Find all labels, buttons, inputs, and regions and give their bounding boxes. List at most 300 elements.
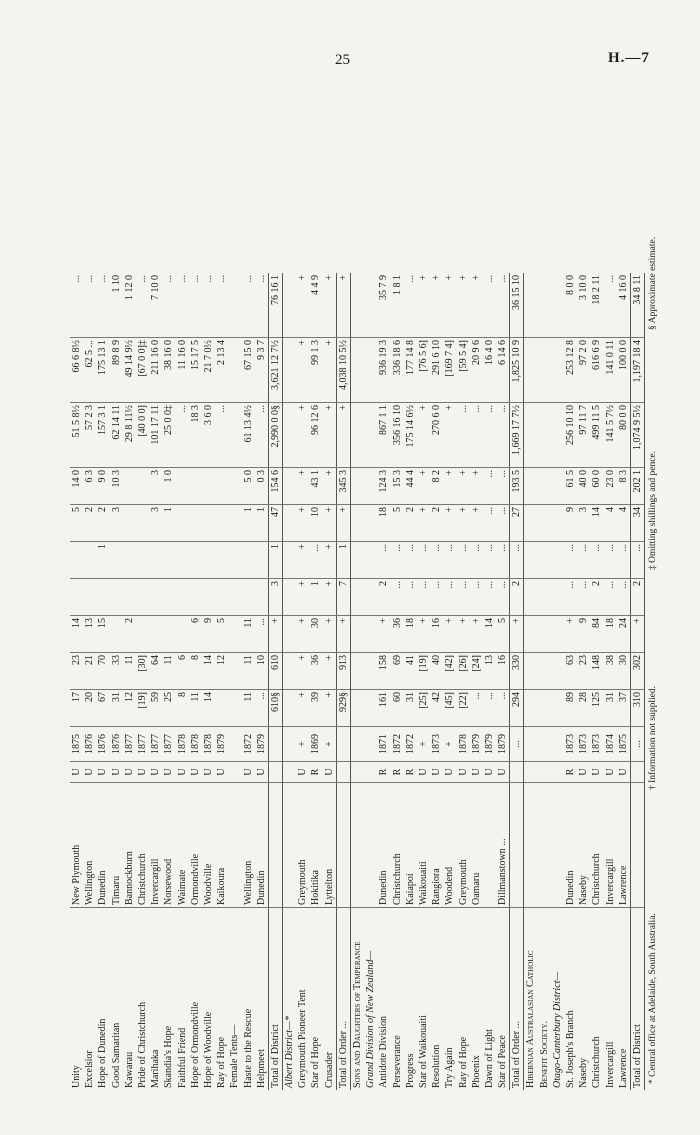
cell-g: [202, 468, 215, 505]
cell-f: 4: [604, 505, 617, 542]
cell-d: [350, 579, 364, 616]
cell-a: 294: [510, 690, 524, 727]
cell-i: [59 5 4]: [456, 338, 469, 403]
cell-e: [364, 542, 377, 579]
cell-e: [215, 542, 228, 579]
cell-h: [283, 403, 297, 468]
cell-d: [364, 579, 377, 616]
cell-t: U: [590, 762, 603, 783]
cell-d: ...: [470, 579, 483, 616]
rotated-table-region: [70, 65, 670, 1090]
table-row: [255, 273, 269, 1090]
cell-i: 175 13 1: [96, 338, 109, 403]
cell-h: 97 11 7: [577, 403, 590, 468]
cell-j: 7 10 0: [149, 273, 162, 338]
cell-t: U: [417, 762, 430, 783]
cell-c: 84: [590, 616, 603, 653]
cell-i: 89 8 9: [110, 338, 123, 403]
cell-y: [350, 727, 364, 762]
cell-g: [551, 468, 564, 505]
cell-e: 1: [268, 542, 282, 579]
cell-loc: [350, 783, 364, 908]
table-row: [417, 273, 430, 1090]
cell-g: [215, 468, 228, 505]
cell-d: [215, 579, 228, 616]
table-row: [443, 273, 456, 1090]
cell-loc: [228, 783, 241, 908]
cell-b: 158: [377, 653, 390, 690]
cell-name: Ray of Hope: [216, 1036, 228, 1088]
cell-d: [70, 579, 83, 616]
cell-f: [524, 505, 538, 542]
cell-i: 1,825 10 9: [510, 338, 524, 403]
cell-a: [25]: [417, 690, 430, 727]
cell-name: Naseby: [578, 1058, 590, 1088]
cell-h: 18 3: [189, 403, 202, 468]
cell-a: 31: [604, 690, 617, 727]
cell-g: 8 3: [617, 468, 631, 505]
cell-i: [169 7 4]: [443, 338, 456, 403]
cell-g: [123, 468, 136, 505]
cell-b: [228, 653, 241, 690]
cell-i: 66 6 8½: [70, 338, 83, 403]
cell-i: 1,197 18 4: [630, 338, 644, 403]
cell-c: +: [296, 616, 309, 653]
cell-d: [123, 579, 136, 616]
cell-d: ...: [617, 579, 631, 616]
cell-a: 12: [123, 690, 136, 727]
cell-b: 23: [70, 653, 83, 690]
cell-y: 1869: [309, 727, 322, 762]
cell-name: Marihaka: [150, 1049, 162, 1088]
cell-c: [228, 616, 241, 653]
cell-c: 16: [430, 616, 443, 653]
cell-b: [524, 653, 538, 690]
table-row: [215, 273, 228, 1090]
cell-f: [215, 505, 228, 542]
cell-j: [350, 273, 364, 338]
cell-a: 60: [391, 690, 404, 727]
cell-b: 913: [336, 653, 350, 690]
cell-g: 61 5: [564, 468, 577, 505]
cell-a: 11: [189, 690, 202, 727]
cell-t: [538, 762, 551, 783]
cell-j: +: [296, 273, 309, 338]
cell-c: 6: [189, 616, 202, 653]
cell-d: ...: [483, 579, 496, 616]
cell-loc: [364, 783, 377, 908]
cell-h: +: [443, 403, 456, 468]
cell-i: [551, 338, 564, 403]
cell-h: [364, 403, 377, 468]
cell-i: 3,621 12 7½: [268, 338, 282, 403]
cell-a: 89: [564, 690, 577, 727]
cell-loc: Greymouth: [456, 783, 469, 908]
cell-h: +: [336, 403, 350, 468]
cell-d: ...: [456, 579, 469, 616]
cell-d: [551, 579, 564, 616]
cell-d: ...: [604, 579, 617, 616]
cell-i: [524, 338, 538, 403]
cell-f: 27: [510, 505, 524, 542]
cell-h: 25 0 0‡: [162, 403, 175, 468]
cell-loc: Timaru: [110, 783, 123, 908]
cell-f: 14: [590, 505, 603, 542]
cell-y: 1872: [241, 727, 254, 762]
cell-j: ...: [136, 273, 149, 338]
table-row: [391, 273, 404, 1090]
cell-h: 101 17 11: [149, 403, 162, 468]
cell-t: R: [404, 762, 417, 783]
cell-name: Total of District: [630, 908, 644, 1091]
cell-g: [524, 468, 538, 505]
cell-a: 67: [96, 690, 109, 727]
cell-c: [149, 616, 162, 653]
cell-e: [228, 542, 241, 579]
cell-y: 1877: [162, 727, 175, 762]
cell-g: [136, 468, 149, 505]
table-row: [617, 273, 631, 1090]
cell-e: [83, 542, 96, 579]
cell-d: [241, 579, 254, 616]
cell-h: [40 0 0]: [136, 403, 149, 468]
cell-name: Hibernian Australasian Catholic: [525, 950, 537, 1088]
cell-h: [551, 403, 564, 468]
cell-c: 36: [391, 616, 404, 653]
cell-h: 62 14 11: [110, 403, 123, 468]
cell-j: ...: [604, 273, 617, 338]
cell-e: ...: [443, 542, 456, 579]
cell-c: [136, 616, 149, 653]
cell-d: [228, 579, 241, 616]
cell-e: ...: [456, 542, 469, 579]
cell-b: [364, 653, 377, 690]
cell-t: U: [96, 762, 109, 783]
cell-e: [551, 542, 564, 579]
cell-d: ...: [391, 579, 404, 616]
cell-f: 2: [83, 505, 96, 542]
cell-e: 1: [336, 542, 350, 579]
cell-name: Total of Order ...: [336, 908, 350, 1091]
cell-c: +: [323, 616, 337, 653]
cell-b: 10: [255, 653, 269, 690]
table-row: [228, 273, 241, 1090]
cell-name: Progress: [404, 1053, 416, 1088]
page-number: 25: [335, 52, 350, 68]
cell-g: ...: [496, 468, 510, 505]
cell-loc: Dunedin: [377, 783, 390, 908]
cell-g: [176, 468, 189, 505]
cell-t: U: [189, 762, 202, 783]
cell-c: +: [443, 616, 456, 653]
cell-e: ...: [510, 542, 524, 579]
cell-h: 499 11 5: [590, 403, 603, 468]
cell-name: St. Joseph's Branch: [565, 1010, 577, 1088]
cell-loc: Invercargill: [149, 783, 162, 908]
cell-e: [162, 542, 175, 579]
cell-i: 6 14 6: [496, 338, 510, 403]
cell-a: [538, 690, 551, 727]
cell-t: R: [309, 762, 322, 783]
cell-i: 9 3 7: [255, 338, 269, 403]
table-row: [83, 273, 96, 1090]
cell-i: +: [323, 338, 337, 403]
cell-g: +: [443, 468, 456, 505]
cell-j: [228, 273, 241, 338]
cell-c: 2: [123, 616, 136, 653]
cell-b: [551, 653, 564, 690]
cell-h: [538, 403, 551, 468]
cell-a: [524, 690, 538, 727]
cell-d: +: [296, 579, 309, 616]
cell-j: 18 2 11: [590, 273, 603, 338]
cell-i: 291 6 10: [430, 338, 443, 403]
cell-f: [228, 505, 241, 542]
table-row: [577, 273, 590, 1090]
cell-t: U: [483, 762, 496, 783]
cell-b: +: [323, 653, 337, 690]
cell-loc: Lyttelton: [323, 783, 337, 908]
cell-c: +: [417, 616, 430, 653]
cell-t: U: [255, 762, 269, 783]
cell-h: 57 2 3: [83, 403, 96, 468]
cell-y: 1878: [202, 727, 215, 762]
table-row: [149, 273, 162, 1090]
cell-y: 1876: [96, 727, 109, 762]
cell-j: ...: [496, 273, 510, 338]
cell-name: Excelsior: [84, 1050, 96, 1088]
cell-loc: Kaikoura: [215, 783, 228, 908]
cell-name: Try Again: [444, 1047, 456, 1088]
cell-c: +: [510, 616, 524, 653]
cell-name: Skandia's Hope: [163, 1025, 175, 1088]
cell-d: ...: [564, 579, 577, 616]
cell-y: 1874: [604, 727, 617, 762]
cell-t: U: [604, 762, 617, 783]
cell-t: U: [136, 762, 149, 783]
cell-c: 14: [70, 616, 83, 653]
cell-g: [364, 468, 377, 505]
cell-b: 6: [176, 653, 189, 690]
cell-e: [123, 542, 136, 579]
cell-t: U: [176, 762, 189, 783]
cell-h: 51 5 8½: [70, 403, 83, 468]
cell-y: 1879: [470, 727, 483, 762]
cell-f: 1: [162, 505, 175, 542]
cell-loc: Waikouaiti: [417, 783, 430, 908]
cell-g: ...: [483, 468, 496, 505]
cell-a: [364, 690, 377, 727]
cell-a: 20: [83, 690, 96, 727]
cell-t: U: [70, 762, 83, 783]
cell-g: 6 3: [83, 468, 96, 505]
cell-h: 96 12 6: [309, 403, 322, 468]
footnote-shillings: ‡ Omitting shillings and pence.: [648, 450, 658, 570]
cell-t: [630, 762, 644, 783]
table-row: [364, 273, 377, 1090]
cell-c: 13: [83, 616, 96, 653]
cell-t: U: [577, 762, 590, 783]
cell-d: +: [323, 579, 337, 616]
cell-t: [364, 762, 377, 783]
cell-f: +: [336, 505, 350, 542]
cell-d: 7: [336, 579, 350, 616]
cell-g: 40 0: [577, 468, 590, 505]
cell-j: 4 4 9: [309, 273, 322, 338]
cell-loc: Dunedin: [96, 783, 109, 908]
table-row: [283, 273, 297, 1090]
cell-name: Invercargill: [604, 1041, 616, 1088]
cell-b: 40: [430, 653, 443, 690]
cell-e: [176, 542, 189, 579]
cell-j: +: [470, 273, 483, 338]
cell-g: 3: [149, 468, 162, 505]
cell-name: Christchurch: [591, 1036, 603, 1088]
cell-h: 867 1 1: [377, 403, 390, 468]
cell-e: 1: [96, 542, 109, 579]
cell-g: 44 4: [404, 468, 417, 505]
cell-j: 35 7 9: [377, 273, 390, 338]
cell-loc: [510, 783, 524, 908]
cell-d: 1: [309, 579, 322, 616]
cell-loc: New Plymouth: [70, 783, 83, 908]
cell-name: Lawrence: [617, 1048, 629, 1088]
cell-c: +: [377, 616, 390, 653]
cell-e: [136, 542, 149, 579]
cell-g: +: [456, 468, 469, 505]
cell-i: 67 15 0: [241, 338, 254, 403]
cell-t: U: [430, 762, 443, 783]
cell-h: 256 10 10: [564, 403, 577, 468]
cell-g: [283, 468, 297, 505]
cell-i: [364, 338, 377, 403]
table-row: [136, 273, 149, 1090]
cell-c: 24: [617, 616, 631, 653]
cell-a: 14: [202, 690, 215, 727]
cell-name: Hope of Dunedin: [97, 1018, 109, 1088]
cell-a: 59: [149, 690, 162, 727]
cell-a: 8: [176, 690, 189, 727]
cell-c: 9: [202, 616, 215, 653]
cell-c: ...: [255, 616, 269, 653]
cell-g: [538, 468, 551, 505]
cell-c: 9: [577, 616, 590, 653]
cell-f: [364, 505, 377, 542]
cell-g: 23 0: [604, 468, 617, 505]
cell-i: [228, 338, 241, 403]
cell-b: 30: [617, 653, 631, 690]
cell-loc: Hokitika: [309, 783, 322, 908]
table-row: [189, 273, 202, 1090]
cell-e: ...: [577, 542, 590, 579]
table-row: [496, 273, 510, 1090]
cell-y: 1879: [215, 727, 228, 762]
cell-h: ...: [456, 403, 469, 468]
cell-b: 41: [404, 653, 417, 690]
cell-a: 125: [590, 690, 603, 727]
cell-loc: Woodend: [443, 783, 456, 908]
cell-name: Perseverance: [391, 1035, 403, 1088]
cell-c: [524, 616, 538, 653]
cell-name: Otago-Canterbury District—: [551, 971, 563, 1088]
cell-g: 60 0: [590, 468, 603, 505]
cell-i: 16 4 0: [483, 338, 496, 403]
cell-c: 5: [215, 616, 228, 653]
cell-name: Greymouth Pioneer Tent: [297, 989, 309, 1088]
cell-c: [162, 616, 175, 653]
cell-loc: Christchurch: [136, 783, 149, 908]
cell-e: ...: [617, 542, 631, 579]
cell-e: ...: [496, 542, 510, 579]
cell-b: 610: [268, 653, 282, 690]
cell-d: 2: [630, 579, 644, 616]
cell-a: 28: [577, 690, 590, 727]
table-row: [538, 273, 551, 1090]
cell-f: 18: [377, 505, 390, 542]
cell-loc: Invercargill: [604, 783, 617, 908]
cell-b: 64: [149, 653, 162, 690]
cell-c: [176, 616, 189, 653]
cell-f: +: [456, 505, 469, 542]
cell-d: [202, 579, 215, 616]
cell-c: +: [470, 616, 483, 653]
cell-e: [189, 542, 202, 579]
table-row: [350, 273, 364, 1090]
table-row: [470, 273, 483, 1090]
cell-t: U: [617, 762, 631, 783]
cell-loc: Kaiapoi: [404, 783, 417, 908]
cell-f: [136, 505, 149, 542]
cell-j: 36 15 10: [510, 273, 524, 338]
cell-d: 2: [510, 579, 524, 616]
cell-loc: [538, 783, 551, 908]
cell-d: ...: [496, 579, 510, 616]
cell-b: 13: [483, 653, 496, 690]
cell-y: 1878: [176, 727, 189, 762]
cell-y: +: [443, 727, 456, 762]
cell-c: +: [564, 616, 577, 653]
cell-h: 157 3 1: [96, 403, 109, 468]
cell-c: +: [268, 616, 282, 653]
cell-c: [364, 616, 377, 653]
cell-e: [524, 542, 538, 579]
table-row: [110, 273, 123, 1090]
cell-loc: [336, 783, 350, 908]
cell-f: [123, 505, 136, 542]
cell-g: 1 0: [162, 468, 175, 505]
cell-d: [283, 579, 297, 616]
cell-g: [228, 468, 241, 505]
cell-y: 1876: [110, 727, 123, 762]
cell-f: [189, 505, 202, 542]
cell-g: 345 3: [336, 468, 350, 505]
cell-i: 253 12 8: [564, 338, 577, 403]
page-identifier: H.—7: [608, 50, 650, 66]
cell-b: [24]: [470, 653, 483, 690]
cell-t: U: [83, 762, 96, 783]
cell-b: [30]: [136, 653, 149, 690]
cell-h: ...: [483, 403, 496, 468]
cell-g: 124 3: [377, 468, 390, 505]
cell-i: 936 19 3: [377, 338, 390, 403]
cell-t: U: [162, 762, 175, 783]
cell-j: 3 10 0: [577, 273, 590, 338]
cell-name: Sons and Daughters of Temperance: [352, 941, 364, 1088]
cell-y: [268, 727, 282, 762]
cell-b: 14: [202, 653, 215, 690]
cell-b: 23: [577, 653, 590, 690]
cell-h: [350, 403, 364, 468]
